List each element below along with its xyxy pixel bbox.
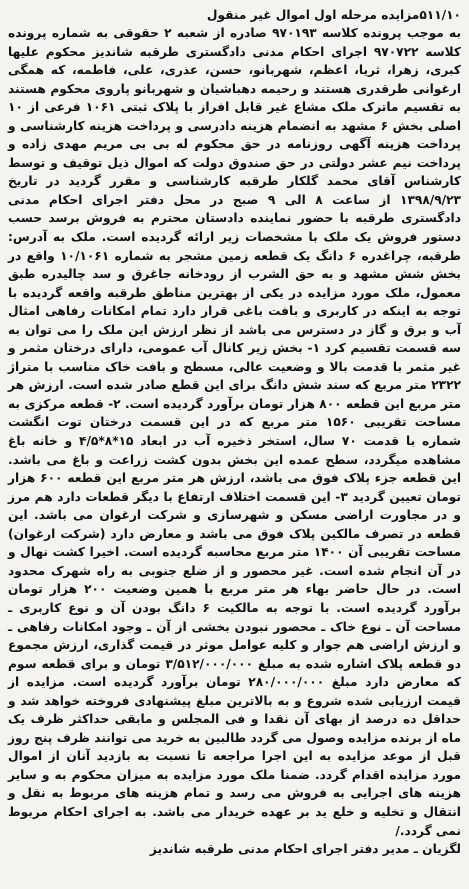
notice-body: به موجب پرونده کلاسه ۹۷۰۱۹۳ صادره از شعبه ۲ حقوقی به شماره پرونده کلاسه ۹۷۰۷۲۲ اجرای احکام مدنی دادگستری طرقبه شاندیز محکوم علیها کبری، زهرا، ثریا، اعظم، شهربانو، حسن، عذری، علی، فاطمه، که همگی ارغوانی طرقدری هستند و رحیمه دهباشیان و شهربانو پاروی محکوم هستند به تقسیم ماترک ملک مشاع غیر قابل افراز با پلاک ثبتی ۱۰۶۱ فرعی از ۱۰ اصلی بخش ۶ مشهد به انضمام هزینه دادرسی و پرداخت هزینه کارشناسی و پرداخت هزینه آگهی روزنامه در حق محکوم له بی بی مریم مهدی زاده و پرداخت نیم عشر دولتی در حق صندوق دولت که اموال ذیل توقیف و توسط کارشناس آقای محمد گلکار طرقبه کارشناسی و مقرر گردید در تاریخ ۱۳۹۸/۹/۲۳ از ساعت ۸ الی ۹ صبح در محل دفتر اجرای احکام مدنی دادگستری طرقبه با حضور نماینده دادستان محترم به فروش برسد حسب دستور فروش یک ملک با مشخصات زیر ارائه گردیده است. ملک به آدرس: طرقبه، چراغدره ۶ دانگ یک قطعه زمین مشجر به شماره ۱۰/۱۰۶۱ واقع در بخش شش مشهد و به حق الشرب از رودخانه جاغرق و سد چالیدره طبق معمول، ملک مورد مزایده در یکی از بهترین مناطق طرقبه واقعه گردیده با توجه به اینکه در کاربری و بافت باغی قرار دارد تمام امکانات رفاهی امثال آب و برق و گاز در دسترس می باشد از نظر ارزش این ملک را می توان به سه قسمت تقسیم کرد ۱- بخش زیر کانال آب عمومی، دارای درختان مثمر و غیر مثمر با قدمت بالا و وضعیت عالی، مسطح و بافت خاک مناسب با متراژ ۲۳۲۲ متر مربع که سند شش دانگ برای این قطع صادر شده است. ارزش هر متر مربع این قطعه ۸۰۰ هزار تومان برآورد گردیده است. ۲- قطعه مرکزی به مساحت تقریبی ۱۵۶۰ متر مربع که در این قسمت درختان توت انگشت شماره با قدمت ۷۰ سال، استخر ذخیره آب در ابعاد ۱۵*۸*۴/۵ و خانه باغ مشاهده میگردد، سطح عمده این بخش بدون کشت زراعت و باغ می باشد. این قطعه جزء پلاک فوق می باشد، ارزش هر متر مربع این قطعه ۶۰۰ هزار تومان تعیین گردید ۳- این قسمت اختلاف ارتفاع با دیگر قطعات دارد هم مرز و در مجاورت اراضی مسکن و شهرسازی و شرکت ارغوان می باشد. این قطعه در تصرف مالکین پلاک فوق می باشد و معارض دارد (شرکت ارغوان) مساحت تقریبی آن ۱۴۰۰ متر مربع محاسبه گردیده است. اخیرا کشت نهال و در آن انجام شده است. غیر محصور و از ضلع جنوبی به راه شهرک محدود است. در حال حاضر بهاء هر متر مربع با همین وضعیت ۲۰۰ هزار تومان برآورد گردیده است. با توجه به مالکیت ۶ دانگ بودن آن و نوع کاربری ـ مساحت آن ـ نوع خاک ـ محصور نبودن بخشی از آن ـ وجود امکانات رفاهی ـ و ارزش اراضی هم جوار و کلیه عوامل موثر در قیمت گذاری، ارزش مجموع دو قطعه پلاک اشاره شده به مبلغ ۳/۵۱۲/۰۰۰/۰۰۰ تومان و برای قطعه سوم که معارض دارد مبلغ ۲۸۰/۰۰۰/۰۰۰ تومان برآورد گردیده است. مزایده از قیمت ارزیابی شده شروع و به بالاترین مبلغ پیشنهادی فروخته خواهد شد و حداقل ده درصد از بهای آن نقدا و فی المجلس و مابقی حداکثر ظرف یک ماه از برنده مزایده وصول می گردد طالبین به خرید می توانند ظرف پنج روز قبل از موعد مزایده به این اجرا مراجعه تا نسبت به بازدید آنان از اموال مورد مزایده اقدام گردد. ضمنا ملک مورد مزایده به میزان محکوم به و سایر هزینه های اجرایی به فروش می رسد و تمام هزینه های مربوط به نقل و انتقال و تخلیه و خلع ید بر عهده خریدار می باشد. به اجرای احکام مربوط نمی گردد./	[8, 26, 462, 838]
notice-signature: لگزیان ـ مدیر دفتر اجرای احکام مدنی طرقبه شاندیز	[149, 842, 461, 857]
notice-headline: ۵۱۱/۱۰مزایده مرحله اول اموال غیر منقول	[206, 8, 461, 22]
